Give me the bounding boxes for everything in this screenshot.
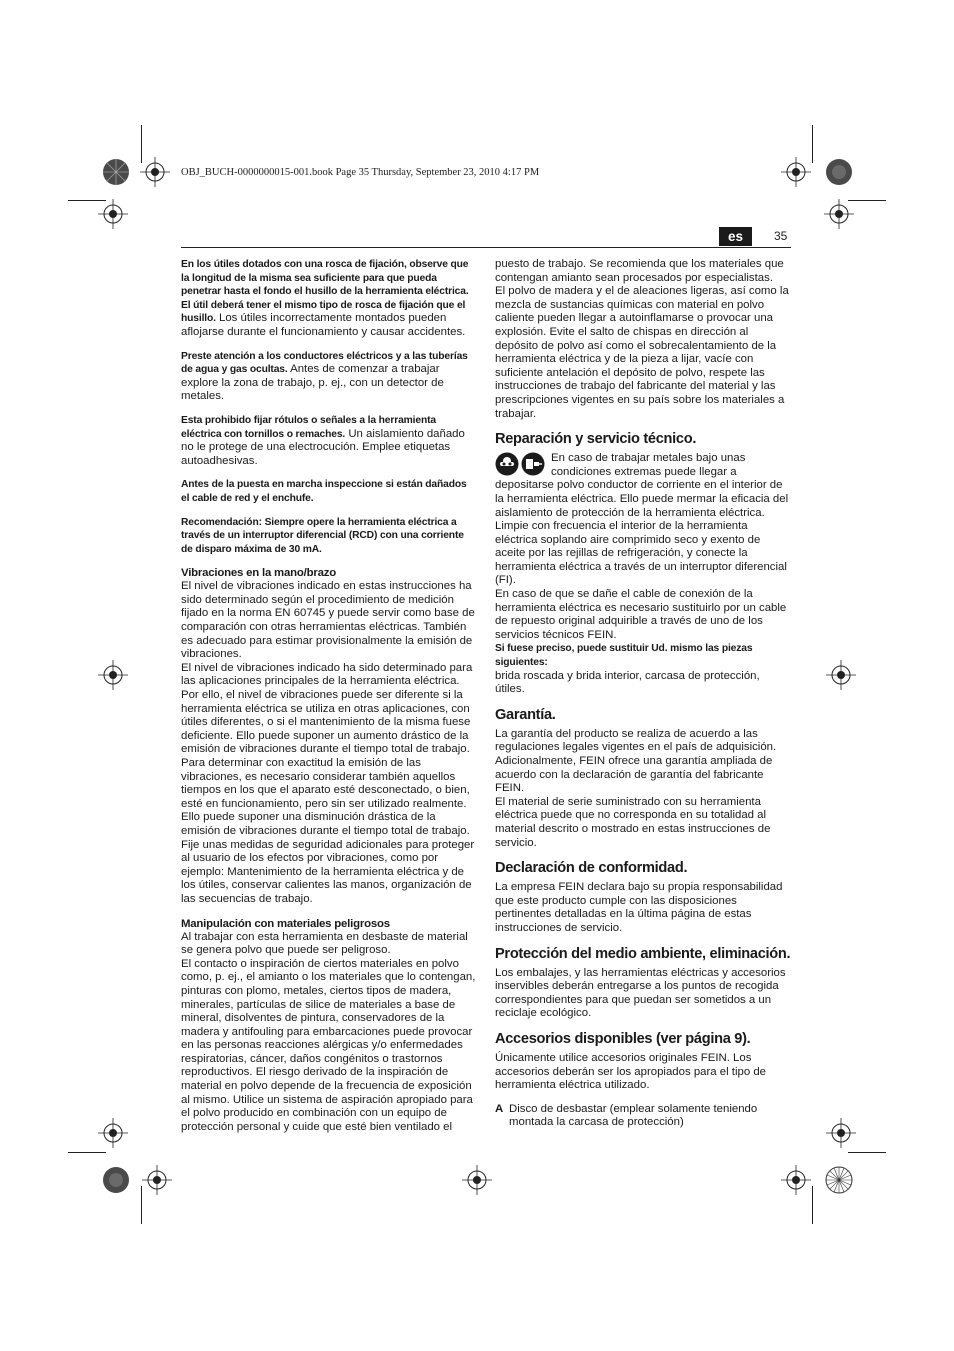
paragraph: Para determinar con exactitud la emisión de las vibraciones, es necesario considerar también aquellos tiempos en los que el aparato esté desconectado, o bien, esté en funcionamiento, pero sin ser utilizado realmente. Ello puede suponer una disminución drástica de la emisión de vibraciones durante el tiempo total de trabajo.: [181, 757, 470, 837]
paragraph: El nivel de vibraciones indicado en estas instrucciones ha sido determinado según el procedimiento de medición fijado en la norma EN 60745 y puede servir como base de comparación con otras herramientas eléctricas. También es adecuado para estimar provisionalmente la emisión de vibraciones.: [181, 580, 475, 661]
paragraph: En caso de que se dañe el cable de conexión de la herramienta eléctrica es necesario sustituirlo por un cable de repuesto original adquirible a través de uno de los servicios técnicos FEIN.: [495, 588, 787, 641]
color-rosette-icon: [102, 1166, 130, 1194]
registration-mark-icon: [462, 1165, 492, 1195]
paragraph: Si fuese preciso, puede sustituir Ud. mismo las piezas siguientes:: [495, 643, 753, 669]
paragraph: Los embalajes, y las herramientas eléctricas y accesorios inservibles deberán entregarse a los puntos de recogida correspondientes para que puedan ser sometidos a un reciclaje ecológico.: [495, 966, 786, 1020]
section-heading: Declaración de conformidad.: [495, 860, 688, 877]
language-badge: es: [719, 227, 752, 246]
paragraph: Esta prohibido fijar rótulos o señales a la herramienta eléctrica con tornillos o remaches. Un aislamiento dañado no le protege de una electrocución. Emplee etiquetas autoadhesivas.: [181, 414, 465, 467]
paragraph: La garantía del producto se realiza de acuerdo a las regulaciones legales vigentes en el país de adquisición. Adicionalmente, FEIN ofrece una garantía ampliada de acuerdo con la declaración de garantía del fabricante FEIN.: [495, 727, 777, 795]
accessory-key: A: [495, 1102, 504, 1115]
book-info-line: OBJ_BUCH-0000000015-001.book Page 35 Thursday, September 23, 2010 4:17 PM: [181, 167, 540, 178]
registration-mark-icon: [98, 660, 128, 690]
right-column: [495, 258, 791, 1130]
registration-mark-icon: [781, 1165, 811, 1195]
unplug-before-work-icon: [521, 452, 545, 476]
paragraph: Antes de la puesta en marcha inspeccione si están dañados el cable de red y el enchufe.: [181, 479, 467, 504]
registration-mark-icon: [98, 1118, 128, 1148]
paragraph: Preste atención a los conductores eléctricos y a las tuberías de agua y gas ocultas. Antes de comenzar a trabajar explore la zona de trabajo, p. ej., con un detector de metales.: [181, 350, 468, 403]
registration-mark-icon: [826, 1118, 856, 1148]
registration-mark-icon: [826, 660, 856, 690]
paragraph: puesto de trabajo. Se recomienda que los materiales que contengan amianto sean procesados por especialistas.: [495, 258, 784, 284]
section-heading: Garantía.: [495, 706, 556, 723]
section-subheading: Vibraciones en la mano/brazo: [181, 567, 336, 580]
paragraph: El contacto o inspiración de ciertos materiales en polvo como, p. ej., el amianto o los materiales que lo contengan, pinturas con plomo, metales, ciertos tipos de madera, minerales, partículas de silice de materiales a base de mineral, disolventes de pintura, conservadores de la madera y antifouling para embarcaciones puede provocar en las personas reacciones alérgicas y/o enfermedades respiratorias, cáncer, daños congénitos o trastornos reproductivos. El riesgo derivado de la inspiración de material en polvo depende de la frecuencia de exposición al mismo. Utilice un sistema de aspiración apropiado para el polvo producido en combinación con un equipo de protección personal y cuide que esté bien ventilado el: [181, 957, 476, 1133]
registration-mark-icon: [824, 199, 854, 229]
registration-mark-icon: [140, 157, 170, 187]
section-heading: Reparación y servicio técnico.: [495, 431, 697, 448]
safety-icons: [495, 452, 547, 476]
paragraph: El nivel de vibraciones indicado ha sido determinado para las aplicaciones principales de la herramienta eléctrica. Por ello, el nivel de vibraciones puede ser diferente si la herramienta eléctrica se utiliza en otras aplicaciones, con útiles diferentes, o si el mantenimiento de la misma fuese deficiente. Ello puede suponer un aumento drástico de la emisión de vibraciones durante el tiempo total de trabajo.: [181, 661, 473, 756]
page-number: 35: [774, 229, 788, 243]
section-subheading: Manipulación con materiales peligrosos: [181, 917, 390, 930]
registration-mark-icon: [142, 1165, 172, 1195]
color-rosette-icon: [825, 158, 853, 186]
paragraph: El material de serie suministrado con su herramienta eléctrica puede que no corresponda en su totalidad al material descrito o mostrado en estas instrucciones de servicio.: [495, 795, 771, 849]
accessory-text: Disco de desbastar (emplear solamente teniendo montada la carcasa de protección): [509, 1102, 758, 1129]
accessory-item: [495, 1103, 791, 1130]
paragraph: brida roscada y brida interior, carcasa de protección, útiles.: [495, 669, 760, 696]
left-column: [181, 258, 477, 1134]
header-rule: [181, 247, 791, 248]
registration-mark-icon: [98, 199, 128, 229]
section-heading: Accesorios disponibles (ver página 9).: [495, 1030, 751, 1047]
paragraph: Únicamente utilice accesorios originales FEIN. Los accesorios deberán ser los apropiados para el tipo de herramienta eléctrica utilizado.: [495, 1051, 767, 1092]
paragraph: El polvo de madera y el de aleaciones ligeras, así como la mezcla de sustancias químicas con material en polvo caliente pueden llegar a autoinflamarse o provocar una explosión. Evite el salto de chispas en dirección al depósito de polvo así como el sobrecalentamiento de la herramienta eléctrica y de la pieza a lijar, vacíe con suficiente antelación el depósito de polvo, respete las instrucciones de trabajo del fabricante del material y las prescripciones vigentes en su país sobre los materiales a trabajar.: [495, 285, 789, 420]
wear-eye-protection-icon: [495, 452, 519, 476]
paragraph: La empresa FEIN declara bajo su propia responsabilidad que este producto cumple con las disposiciones pertinentes detalladas en la última página de estas instrucciones de servicio.: [495, 881, 783, 934]
color-rosette-icon: [825, 1166, 853, 1194]
paragraph: En caso de trabajar metales bajo unas condiciones extremas puede llegar a depositarse polvo conductor de corriente en el interior de la herramienta eléctrica. Ello puede mermar la eficacia del aislamiento de protección de la herramienta eléctrica. Limpie con frecuencia el interior de la herramienta eléctrica soplando aire comprimido seco y exento de aceite por las rejillas de refrigeración, y conecte la herramienta eléctrica a través de un interruptor diferencial (FI).: [495, 452, 789, 587]
color-rosette-icon: [102, 158, 130, 186]
section-heading: Protección del medio ambiente, eliminación.: [495, 945, 791, 962]
paragraph: Fije unas medidas de seguridad adicionales para proteger al usuario de los efectos por vibraciones, como por ejemplo: Mantenimiento de la herramienta eléctrica y de los útiles, conservar calientes las manos, organización de las secuencias de trabajo.: [181, 838, 475, 905]
paragraph: En los útiles dotados con una rosca de fijación, observe que la longitud de la misma sea suficiente para que pueda penetrar hasta el fondo el husillo de la herramienta eléctrica. El útil deberá tener el mismo tipo de rosca de fijación que el husillo. Los útiles incorrectamente montados pueden aflojarse durante el funcionamiento y causar accidentes.: [181, 259, 469, 338]
paragraph: Recomendación: Siempre opere la herramienta eléctrica a través de un interruptor diferencial (RCD) con una corriente de disparo máxima de 30 mA.: [181, 516, 464, 555]
registration-mark-icon: [781, 157, 811, 187]
paragraph: Al trabajar con esta herramienta en desbaste de material se genera polvo que puede ser peligroso.: [181, 930, 468, 957]
